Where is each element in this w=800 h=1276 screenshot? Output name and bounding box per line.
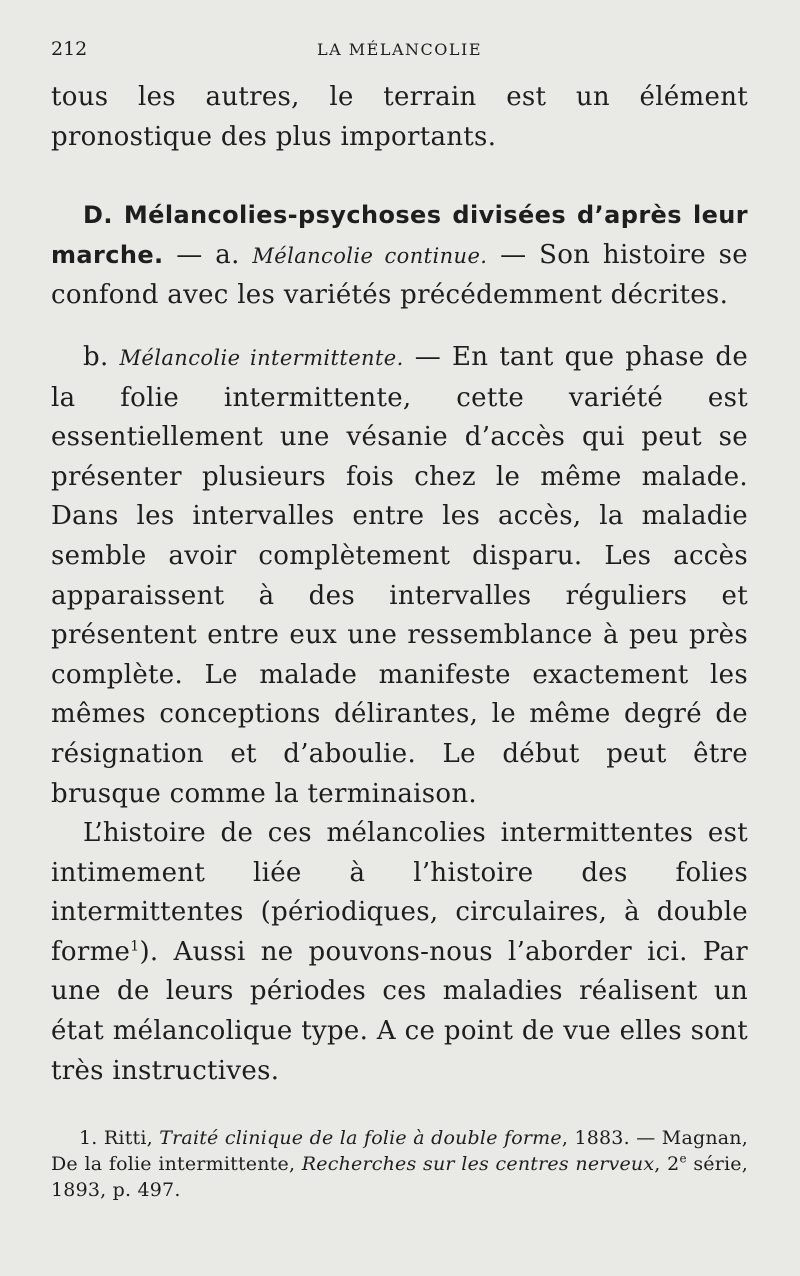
section-dash: — a.	[163, 239, 253, 270]
footnote-author: Ritti,	[103, 1127, 160, 1150]
subsection-heading-intermittent: Mélancolie intermittente.	[119, 345, 404, 370]
section-letter: D.	[83, 201, 124, 230]
footnote-text-2a: , 2	[654, 1153, 680, 1176]
footnote-1	[51, 1125, 748, 1203]
subsection-b-text: — En tant que phase de la folie intermittente, cette variété est essentiellement une vésanie d’accès qui peut se présenter plusieurs fois chez le même malade. Dans les intervalles entre les accès, la maladie semble avoir complètement disparu. Les accès apparaissent à des intervalles réguliers et présentent entre eux une ressemblance à peu près complète. Le malade manifeste exactement les mêmes conceptions délirantes, le même degré de résignation et d’aboulie. Le début peut être brusque comme la terminaison.	[51, 341, 749, 809]
body-text	[51, 78, 748, 1091]
running-title: LA MÉLANCOLIE	[317, 40, 482, 59]
footnote-title-2: Recherches sur les centres nerveux	[301, 1153, 655, 1176]
footnote-text-1: , 1883. — Magnan, De la folie intermittente,	[51, 1127, 748, 1176]
footnote-title-1: Traité clinique de la folie à double forme	[159, 1127, 562, 1150]
footnote-superscript: e	[679, 1151, 687, 1166]
page-number: 212	[51, 38, 88, 60]
history-text-b: ). Aussi ne pouvons-nous l’aborder ici. Par une de leurs périodes ces maladies réalisent un état mélancolique type. A ce point de vue elles sont très instructives.	[51, 936, 748, 1086]
footnote-text-2b: série, 1893, p. 497.	[51, 1153, 748, 1202]
section-heading: Mélancolies-psychoses divisées d’après leur marche.	[51, 201, 748, 269]
history-paragraph	[51, 814, 748, 1091]
paragraph-continuation: tous les autres, le terrain est un élément pronostique des plus importants.	[51, 82, 748, 152]
subsection-letter: b.	[83, 341, 120, 372]
section-d-text: — Son histoire se confond avec les variétés précédemment décrites.	[51, 239, 748, 311]
footnote-reference: 1	[130, 938, 140, 955]
subsection-b-paragraph	[51, 338, 748, 814]
footnotes	[51, 1125, 748, 1203]
footnote-number: 1.	[79, 1127, 104, 1150]
subsection-heading-continue: Mélancolie continue.	[252, 243, 488, 268]
section-d-paragraph	[51, 196, 748, 316]
running-head	[51, 38, 748, 78]
history-text-a: L’histoire de ces mélancolies intermittentes est intimement liée à l’histoire des folies intermittentes (périodiques, circulaires, à double forme	[51, 818, 748, 967]
